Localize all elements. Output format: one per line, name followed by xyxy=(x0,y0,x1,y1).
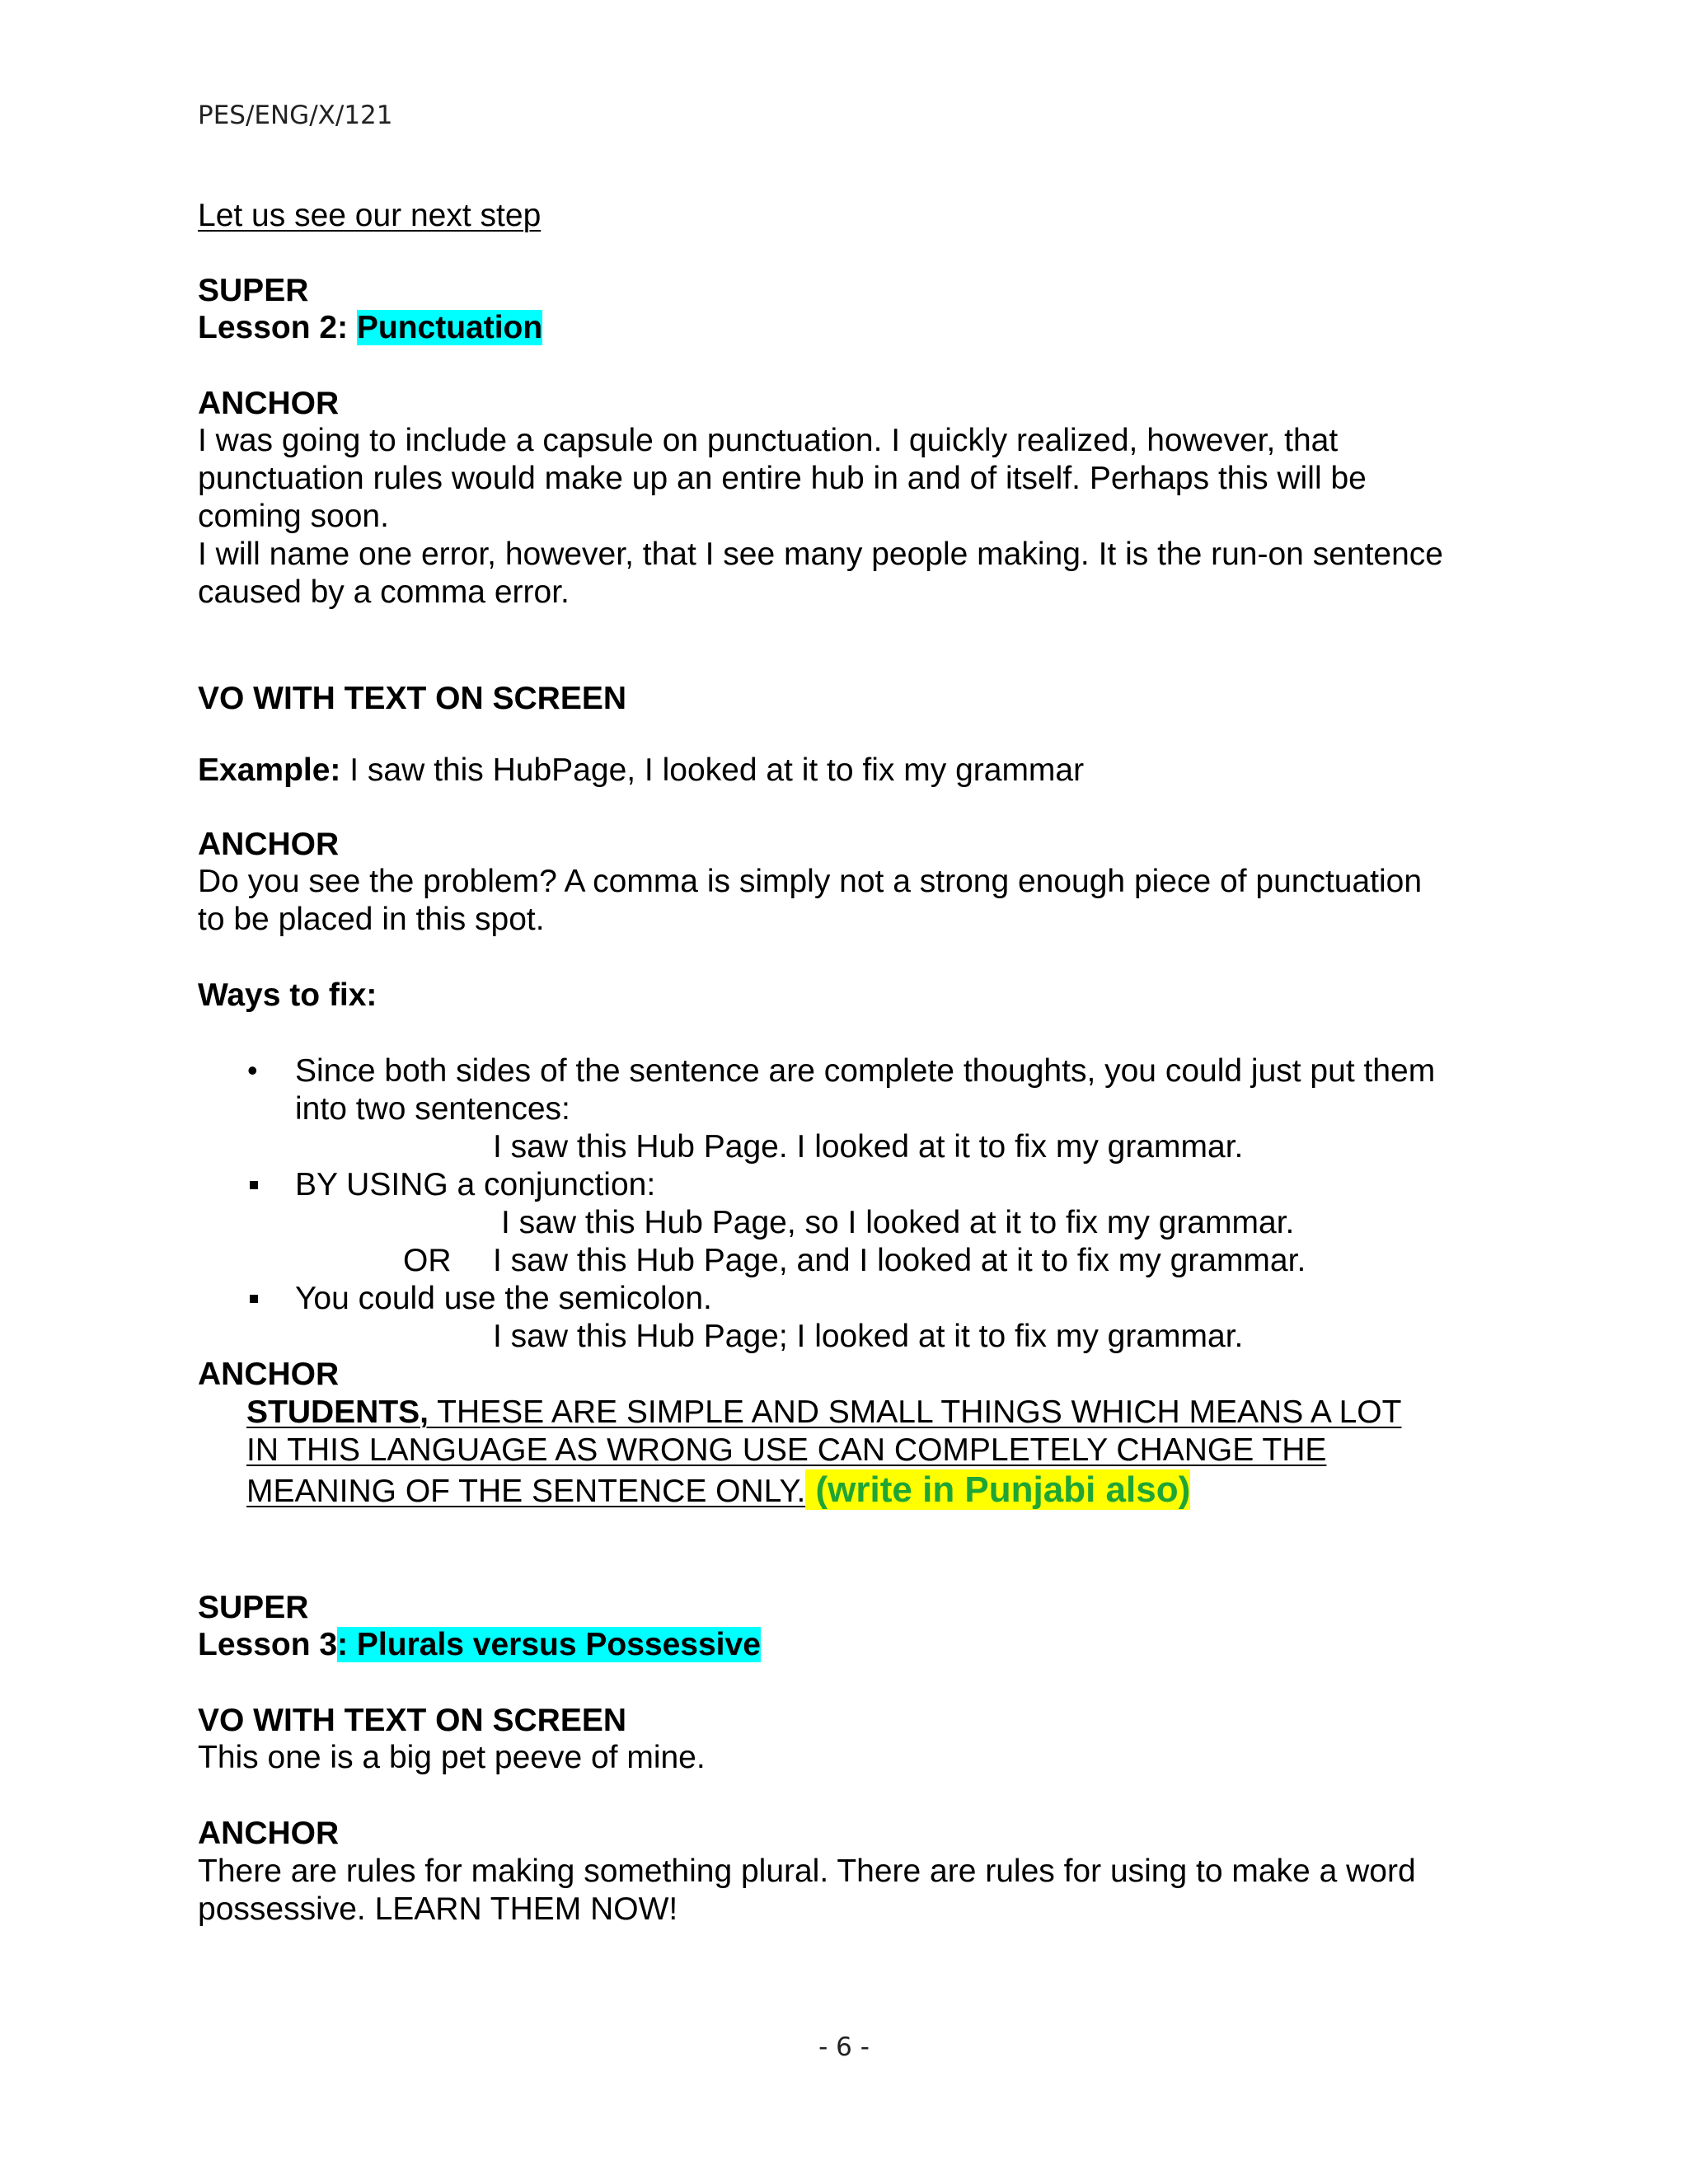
lesson2-topic: Punctuation xyxy=(356,310,543,345)
lesson2-super-label: SUPER xyxy=(198,273,309,308)
lesson2-anchor2-text xyxy=(198,863,1517,939)
lesson2-anchor1-text xyxy=(198,422,1517,612)
lesson3-vo-label: VO WITH TEXT ON SCREEN xyxy=(198,1703,627,1738)
anchor1-line: caused by a comma error. xyxy=(198,574,570,610)
bullet2-example1: I saw this Hub Page, so I looked at it to fix my grammar. xyxy=(501,1205,1295,1240)
students-line-2: IN THIS LANGUAGE AS WRONG USE CAN COMPLETELY CHANGE THE xyxy=(246,1432,1327,1468)
anchor1-line: punctuation rules would make up an entire hub in and of itself. Perhaps this will be xyxy=(198,461,1367,496)
bullet1-line: Since both sides of the sentence are complete thoughts, you could just put them xyxy=(295,1053,1436,1089)
bullet1-line: into two sentences: xyxy=(295,1091,570,1127)
students-line-1-text: THESE ARE SIMPLE AND SMALL THINGS WHICH MEANS A LOT xyxy=(429,1394,1402,1430)
document-code: PES/ENG/X/121 xyxy=(198,101,393,130)
anchor2-line: Do you see the problem? A comma is simply not a strong enough piece of punctuation xyxy=(198,864,1423,899)
bullet3-label: You could use the semicolon. xyxy=(295,1281,712,1316)
example-text: I saw this HubPage, I looked at it to fix my grammar xyxy=(340,752,1085,788)
anchor1-line: I will name one error, however, that I see many people making. It is the run-on sentence xyxy=(198,537,1443,572)
lesson2-vo-label: VO WITH TEXT ON SCREEN xyxy=(198,681,627,716)
bullet2-example2: I saw this Hub Page, and I looked at it to fix my grammar. xyxy=(493,1243,1306,1278)
lesson2-title xyxy=(198,309,542,347)
lesson2-anchor1-label: ANCHOR xyxy=(198,386,340,421)
lesson3-super-label: SUPER xyxy=(198,1590,309,1625)
bullet-square-icon xyxy=(250,1295,258,1303)
lesson3-title xyxy=(198,1626,761,1664)
students-label: STUDENTS, xyxy=(246,1394,429,1430)
students-line-3 xyxy=(246,1471,1190,1511)
lesson2-example xyxy=(198,752,1084,790)
bullet2-or: OR xyxy=(403,1243,452,1278)
ways-to-fix-label: Ways to fix: xyxy=(198,977,377,1013)
lesson2-prefix: Lesson 2: xyxy=(198,310,357,345)
bullet2-label: BY USING a conjunction: xyxy=(295,1167,656,1202)
example-label: Example: xyxy=(198,752,341,788)
punjabi-note: (write in Punjabi also) xyxy=(805,1469,1191,1510)
lesson3-topic: : Plurals versus Possessive xyxy=(337,1627,761,1662)
lesson3-anchor-label: ANCHOR xyxy=(198,1816,340,1851)
lesson3-prefix: Lesson 3 xyxy=(198,1627,338,1662)
students-line-1 xyxy=(246,1394,1401,1432)
lesson2-anchor2-label: ANCHOR xyxy=(198,827,340,862)
lesson3-anchor-line: There are rules for making something plural. There are rules for using to make a word xyxy=(198,1854,1416,1889)
next-step-heading: Let us see our next step xyxy=(198,198,542,233)
students-line-3-text: MEANING OF THE SENTENCE ONLY. xyxy=(246,1474,806,1509)
page-number: - 6 - xyxy=(818,2032,870,2062)
bullet-square-icon xyxy=(250,1181,258,1189)
bullet1-example: I saw this Hub Page. I looked at it to fix my grammar. xyxy=(493,1129,1244,1165)
anchor1-line: I was going to include a capsule on punctuation. I quickly realized, however, that xyxy=(198,423,1339,458)
anchor2-line: to be placed in this spot. xyxy=(198,902,545,937)
anchor1-line: coming soon. xyxy=(198,499,389,534)
bullet3-example: I saw this Hub Page; I looked at it to fix my grammar. xyxy=(493,1319,1244,1354)
lesson3-anchor-line: possessive. LEARN THEM NOW! xyxy=(198,1891,678,1927)
lesson3-vo-text: This one is a big pet peeve of mine. xyxy=(198,1740,706,1775)
bullet-dot-icon: • xyxy=(247,1053,258,1087)
lesson3-anchor-text xyxy=(198,1853,1517,1929)
bullet1-text xyxy=(295,1052,1614,1128)
lesson2-anchor3-label: ANCHOR xyxy=(198,1357,340,1392)
